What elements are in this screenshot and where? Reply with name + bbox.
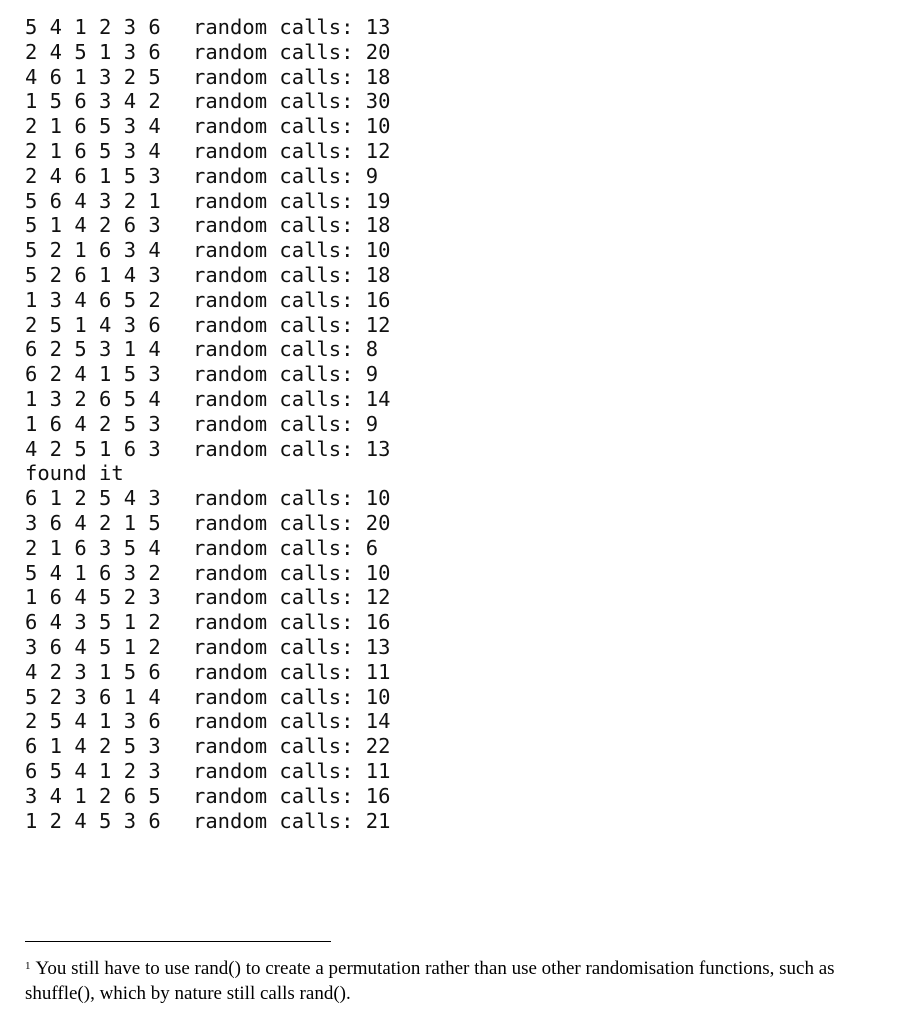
output-line [25, 486, 390, 511]
footnote-rule [25, 941, 331, 942]
random-calls-label: random calls: [193, 535, 354, 560]
output-line [25, 15, 390, 40]
random-calls-count: 18 [365, 262, 391, 287]
random-calls-count: 10 [365, 684, 391, 709]
random-calls-count: 22 [365, 734, 391, 759]
random-calls-count: 6 [365, 535, 379, 560]
permutation: 1 2 4 5 3 6 [25, 808, 161, 833]
random-calls-count: 10 [365, 486, 391, 511]
output-line [25, 337, 390, 362]
random-calls-label: random calls: [193, 486, 354, 511]
random-calls-label: random calls: [193, 386, 354, 411]
random-calls-label: random calls: [193, 411, 354, 436]
random-calls-label: random calls: [193, 758, 354, 783]
random-calls-count: 13 [365, 436, 391, 461]
output-line [25, 213, 390, 238]
random-calls-label: random calls: [193, 634, 354, 659]
random-calls-count: 20 [365, 39, 391, 64]
permutation: 6 4 3 5 1 2 [25, 610, 161, 635]
random-calls-label: random calls: [193, 213, 354, 238]
random-calls-label: random calls: [193, 362, 354, 387]
permutation: 3 4 1 2 6 5 [25, 783, 161, 808]
random-calls-count: 9 [365, 411, 379, 436]
found-it-line [25, 461, 390, 486]
program-output [25, 15, 390, 833]
random-calls-label: random calls: [193, 734, 354, 759]
footnote-text: You still have to use rand() to create a permutation rather than use other randomisation functions, such as shuffle(), which by nature still calls rand(). [25, 958, 835, 1004]
random-calls-count: 12 [365, 312, 391, 337]
permutation: 6 2 4 1 5 3 [25, 362, 161, 387]
output-line [25, 263, 390, 288]
output-line [25, 561, 390, 586]
output-line [25, 635, 390, 660]
random-calls-label: random calls: [193, 510, 354, 535]
output-line [25, 114, 390, 139]
output-line [25, 238, 390, 263]
random-calls-count: 10 [365, 560, 391, 585]
random-calls-label: random calls: [193, 163, 354, 188]
random-calls-count: 10 [365, 114, 391, 139]
permutation: 6 2 5 3 1 4 [25, 337, 161, 362]
random-calls-label: random calls: [193, 287, 354, 312]
permutation: 2 5 1 4 3 6 [25, 312, 161, 337]
random-calls-count: 10 [365, 238, 391, 263]
random-calls-count: 9 [365, 362, 379, 387]
permutation: 5 2 6 1 4 3 [25, 262, 161, 287]
random-calls-count: 8 [365, 337, 379, 362]
random-calls-count: 13 [365, 634, 391, 659]
permutation: 1 5 6 3 4 2 [25, 89, 161, 114]
random-calls-count: 20 [365, 510, 391, 535]
permutation: 5 6 4 3 2 1 [25, 188, 161, 213]
random-calls-label: random calls: [193, 684, 354, 709]
random-calls-count: 13 [365, 15, 391, 39]
random-calls-label: random calls: [193, 585, 354, 610]
random-calls-count: 11 [365, 758, 391, 783]
random-calls-label: random calls: [193, 39, 354, 64]
permutation: 3 6 4 2 1 5 [25, 510, 161, 535]
random-calls-label: random calls: [193, 15, 354, 39]
random-calls-count: 12 [365, 585, 391, 610]
output-group-1 [25, 15, 390, 461]
random-calls-label: random calls: [193, 783, 354, 808]
output-line [25, 511, 390, 536]
random-calls-label: random calls: [193, 560, 354, 585]
output-line [25, 709, 390, 734]
permutation: 5 1 4 2 6 3 [25, 213, 161, 238]
output-line [25, 536, 390, 561]
output-line [25, 685, 390, 710]
output-line [25, 89, 390, 114]
output-group-2 [25, 486, 390, 833]
footnote-marker: 1 [25, 960, 31, 972]
random-calls-label: random calls: [193, 64, 354, 89]
permutation: 6 1 2 5 4 3 [25, 486, 161, 511]
permutation: 2 4 6 1 5 3 [25, 163, 161, 188]
random-calls-label: random calls: [193, 312, 354, 337]
random-calls-count: 16 [365, 610, 391, 635]
footnote [25, 956, 885, 1006]
random-calls-count: 9 [365, 163, 379, 188]
output-line [25, 65, 390, 90]
permutation: 3 6 4 5 1 2 [25, 634, 161, 659]
output-line [25, 189, 390, 214]
output-line [25, 437, 390, 462]
output-line [25, 139, 390, 164]
output-line [25, 164, 390, 189]
permutation: 4 2 3 1 5 6 [25, 659, 161, 684]
permutation: 5 4 1 6 3 2 [25, 560, 161, 585]
output-line [25, 734, 390, 759]
random-calls-label: random calls: [193, 238, 354, 263]
permutation: 2 4 5 1 3 6 [25, 39, 161, 64]
permutation: 4 6 1 3 2 5 [25, 64, 161, 89]
output-line [25, 610, 390, 635]
output-line [25, 313, 390, 338]
output-line [25, 809, 390, 834]
output-line [25, 759, 390, 784]
output-line [25, 288, 390, 313]
permutation: 2 1 6 5 3 4 [25, 138, 161, 163]
random-calls-count: 19 [365, 188, 391, 213]
random-calls-count: 16 [365, 287, 391, 312]
permutation: 5 2 1 6 3 4 [25, 238, 161, 263]
random-calls-label: random calls: [193, 659, 354, 684]
random-calls-count: 21 [365, 808, 391, 833]
random-calls-count: 18 [365, 213, 391, 238]
permutation: 1 6 4 5 2 3 [25, 585, 161, 610]
random-calls-count: 30 [365, 89, 391, 114]
permutation: 5 2 3 6 1 4 [25, 684, 161, 709]
permutation: 4 2 5 1 6 3 [25, 436, 161, 461]
permutation: 2 1 6 3 5 4 [25, 535, 161, 560]
output-line [25, 585, 390, 610]
random-calls-count: 14 [365, 709, 391, 734]
output-line [25, 784, 390, 809]
random-calls-label: random calls: [193, 808, 354, 833]
found-it-text: found it [25, 461, 124, 486]
output-line [25, 362, 390, 387]
permutation: 1 3 2 6 5 4 [25, 386, 161, 411]
output-line [25, 40, 390, 65]
random-calls-label: random calls: [193, 114, 354, 139]
output-line [25, 660, 390, 685]
permutation: 1 6 4 2 5 3 [25, 411, 161, 436]
permutation: 6 1 4 2 5 3 [25, 734, 161, 759]
random-calls-count: 12 [365, 138, 391, 163]
random-calls-count: 16 [365, 783, 391, 808]
random-calls-count: 11 [365, 659, 391, 684]
permutation: 2 1 6 5 3 4 [25, 114, 161, 139]
random-calls-label: random calls: [193, 138, 354, 163]
permutation: 5 4 1 2 3 6 [25, 15, 161, 39]
output-line [25, 412, 390, 437]
random-calls-label: random calls: [193, 709, 354, 734]
random-calls-label: random calls: [193, 337, 354, 362]
random-calls-label: random calls: [193, 262, 354, 287]
random-calls-count: 14 [365, 386, 391, 411]
permutation: 6 5 4 1 2 3 [25, 758, 161, 783]
permutation: 1 3 4 6 5 2 [25, 287, 161, 312]
random-calls-label: random calls: [193, 610, 354, 635]
output-line [25, 387, 390, 412]
permutation: 2 5 4 1 3 6 [25, 709, 161, 734]
random-calls-label: random calls: [193, 89, 354, 114]
random-calls-label: random calls: [193, 436, 354, 461]
random-calls-label: random calls: [193, 188, 354, 213]
random-calls-count: 18 [365, 64, 391, 89]
